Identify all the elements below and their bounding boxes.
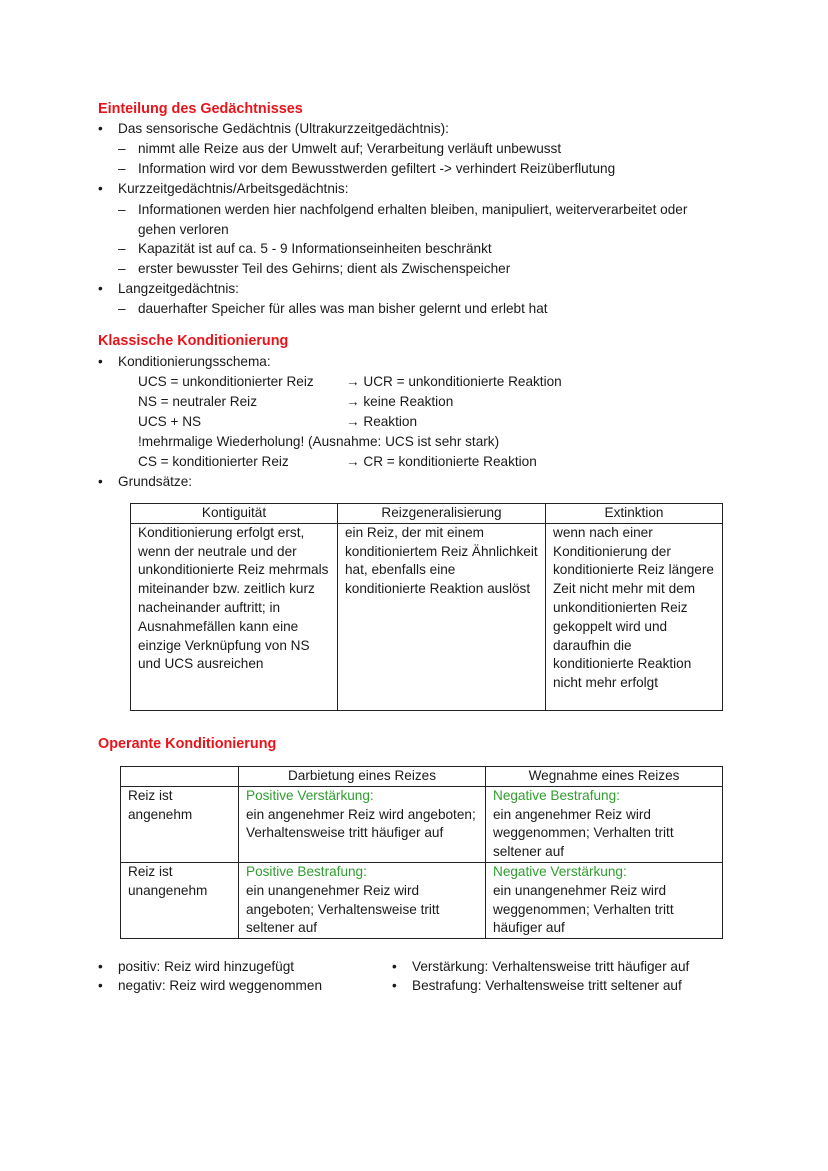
schema-right: → CR = konditionierte Reaktion: [346, 454, 537, 469]
schema-left: NS = neutraler Reiz: [138, 394, 257, 409]
schema-right: → Reaktion: [346, 414, 418, 429]
schema-left: UCS + NS: [138, 414, 202, 429]
table-cell: [239, 862, 486, 938]
list-subitem: – Kapazität ist auf ca. 5 - 9 Informationseinheiten beschränkt: [138, 239, 492, 259]
list-item: • Langzeitgedächtnis:: [118, 279, 239, 299]
table-header: Reizgeneralisierung: [338, 504, 546, 524]
cell-text: ein angenehmer Reiz wird weggenommen; Verhalten tritt seltener auf: [493, 806, 674, 860]
term-positive-bestrafung: Positive Bestrafung:: [246, 863, 367, 879]
table-header: Extinktion: [546, 504, 723, 524]
list-item: • Das sensorische Gedächtnis (Ultrakurzzeitgedächtnis):: [118, 119, 449, 139]
principles-table: [130, 503, 723, 711]
table-header: Kontiguität: [131, 504, 338, 524]
table-cell: [486, 786, 723, 862]
schema-right: → UCR = unkonditionierte Reaktion: [346, 374, 562, 389]
note-item: • Bestrafung: Verhaltensweise tritt seltener auf: [412, 976, 682, 996]
cell-text: ein angenehmer Reiz wird angeboten; Verhaltensweise tritt häufiger auf: [246, 806, 476, 841]
list-item: • Konditionierungsschema:: [118, 352, 271, 372]
list-subitem: – erster bewusster Teil des Gehirns; dient als Zwischenspeicher: [138, 259, 510, 279]
table-header: Wegnahme eines Reizes: [486, 767, 723, 787]
term-positive-verstaerkung: Positive Verstärkung:: [246, 787, 374, 803]
list-subitem: – Information wird vor dem Bewusstwerden gefiltert -> verhindert Reizüberflutung: [138, 159, 615, 179]
heading-gedaechtnis: Einteilung des Gedächtnisses: [98, 101, 303, 117]
list-item: • Kurzzeitgedächtnis/Arbeitsgedächtnis:: [118, 179, 348, 199]
cell-text: ein unangenehmer Reiz wird angeboten; Verhaltensweise tritt seltener auf: [246, 882, 440, 936]
table-cell: wenn nach einer Konditionierung der konditionierte Reiz längere Zeit nicht mehr mit dem unkonditionierten Reiz gekoppelt wird und daraufhin die konditionierte Reaktion nicht mehr erfolgt: [546, 523, 723, 710]
row-label: Reiz ist angenehm: [121, 786, 239, 862]
schema-note: !mehrmalige Wiederholung! (Ausnahme: UCS ist sehr stark): [138, 434, 500, 449]
table-header: Darbietung eines Reizes: [239, 767, 486, 787]
list-subitem: – dauerhafter Speicher für alles was man bisher gelernt und erlebt hat: [138, 299, 548, 319]
table-cell: [239, 786, 486, 862]
heading-operante-konditionierung: Operante Konditionierung: [98, 736, 277, 752]
term-negative-bestrafung: Negative Bestrafung:: [493, 787, 620, 803]
schema-left: CS = konditionierter Reiz: [138, 454, 289, 469]
heading-klassische-konditionierung: Klassische Konditionierung: [98, 333, 289, 349]
row-label: Reiz ist unangenehm: [121, 862, 239, 938]
operant-table: [120, 766, 723, 939]
table-cell: [486, 862, 723, 938]
list-subitem: – nimmt alle Reize aus der Umwelt auf; Verarbeitung verläuft unbewusst: [138, 139, 561, 159]
table-cell: Konditionierung erfolgt erst, wenn der neutrale und der unkonditionierte Reiz mehrmals miteinander bzw. zeitlich kurz nacheinander auftritt; in Ausnahmefällen kann eine einzige Verknüpfung von NS und UCS ausreichen: [131, 523, 338, 710]
list-subitem: – Informationen werden hier nachfolgend erhalten bleiben, manipuliert, weiterverarbeitet oder: [138, 200, 687, 220]
schema-right: → keine Reaktion: [346, 394, 454, 409]
note-item: • positiv: Reiz wird hinzugefügt: [118, 957, 294, 977]
list-item: • Grundsätze:: [118, 472, 192, 492]
cell-text: ein unangenehmer Reiz wird weggenommen; Verhalten tritt häufiger auf: [493, 882, 674, 936]
table-cell: ein Reiz, der mit einem konditioniertem Reiz Ähnlichkeit hat, ebenfalls eine konditionierte Reaktion auslöst: [338, 523, 546, 710]
note-item: • negativ: Reiz wird weggenommen: [118, 976, 322, 996]
note-item: • Verstärkung: Verhaltensweise tritt häufiger auf: [412, 957, 689, 977]
term-negative-verstaerkung: Negative Verstärkung:: [493, 863, 627, 879]
table-header-empty: [121, 767, 239, 787]
list-subitem-continuation: gehen verloren: [138, 222, 229, 237]
schema-left: UCS = unkonditionierter Reiz: [138, 374, 314, 389]
